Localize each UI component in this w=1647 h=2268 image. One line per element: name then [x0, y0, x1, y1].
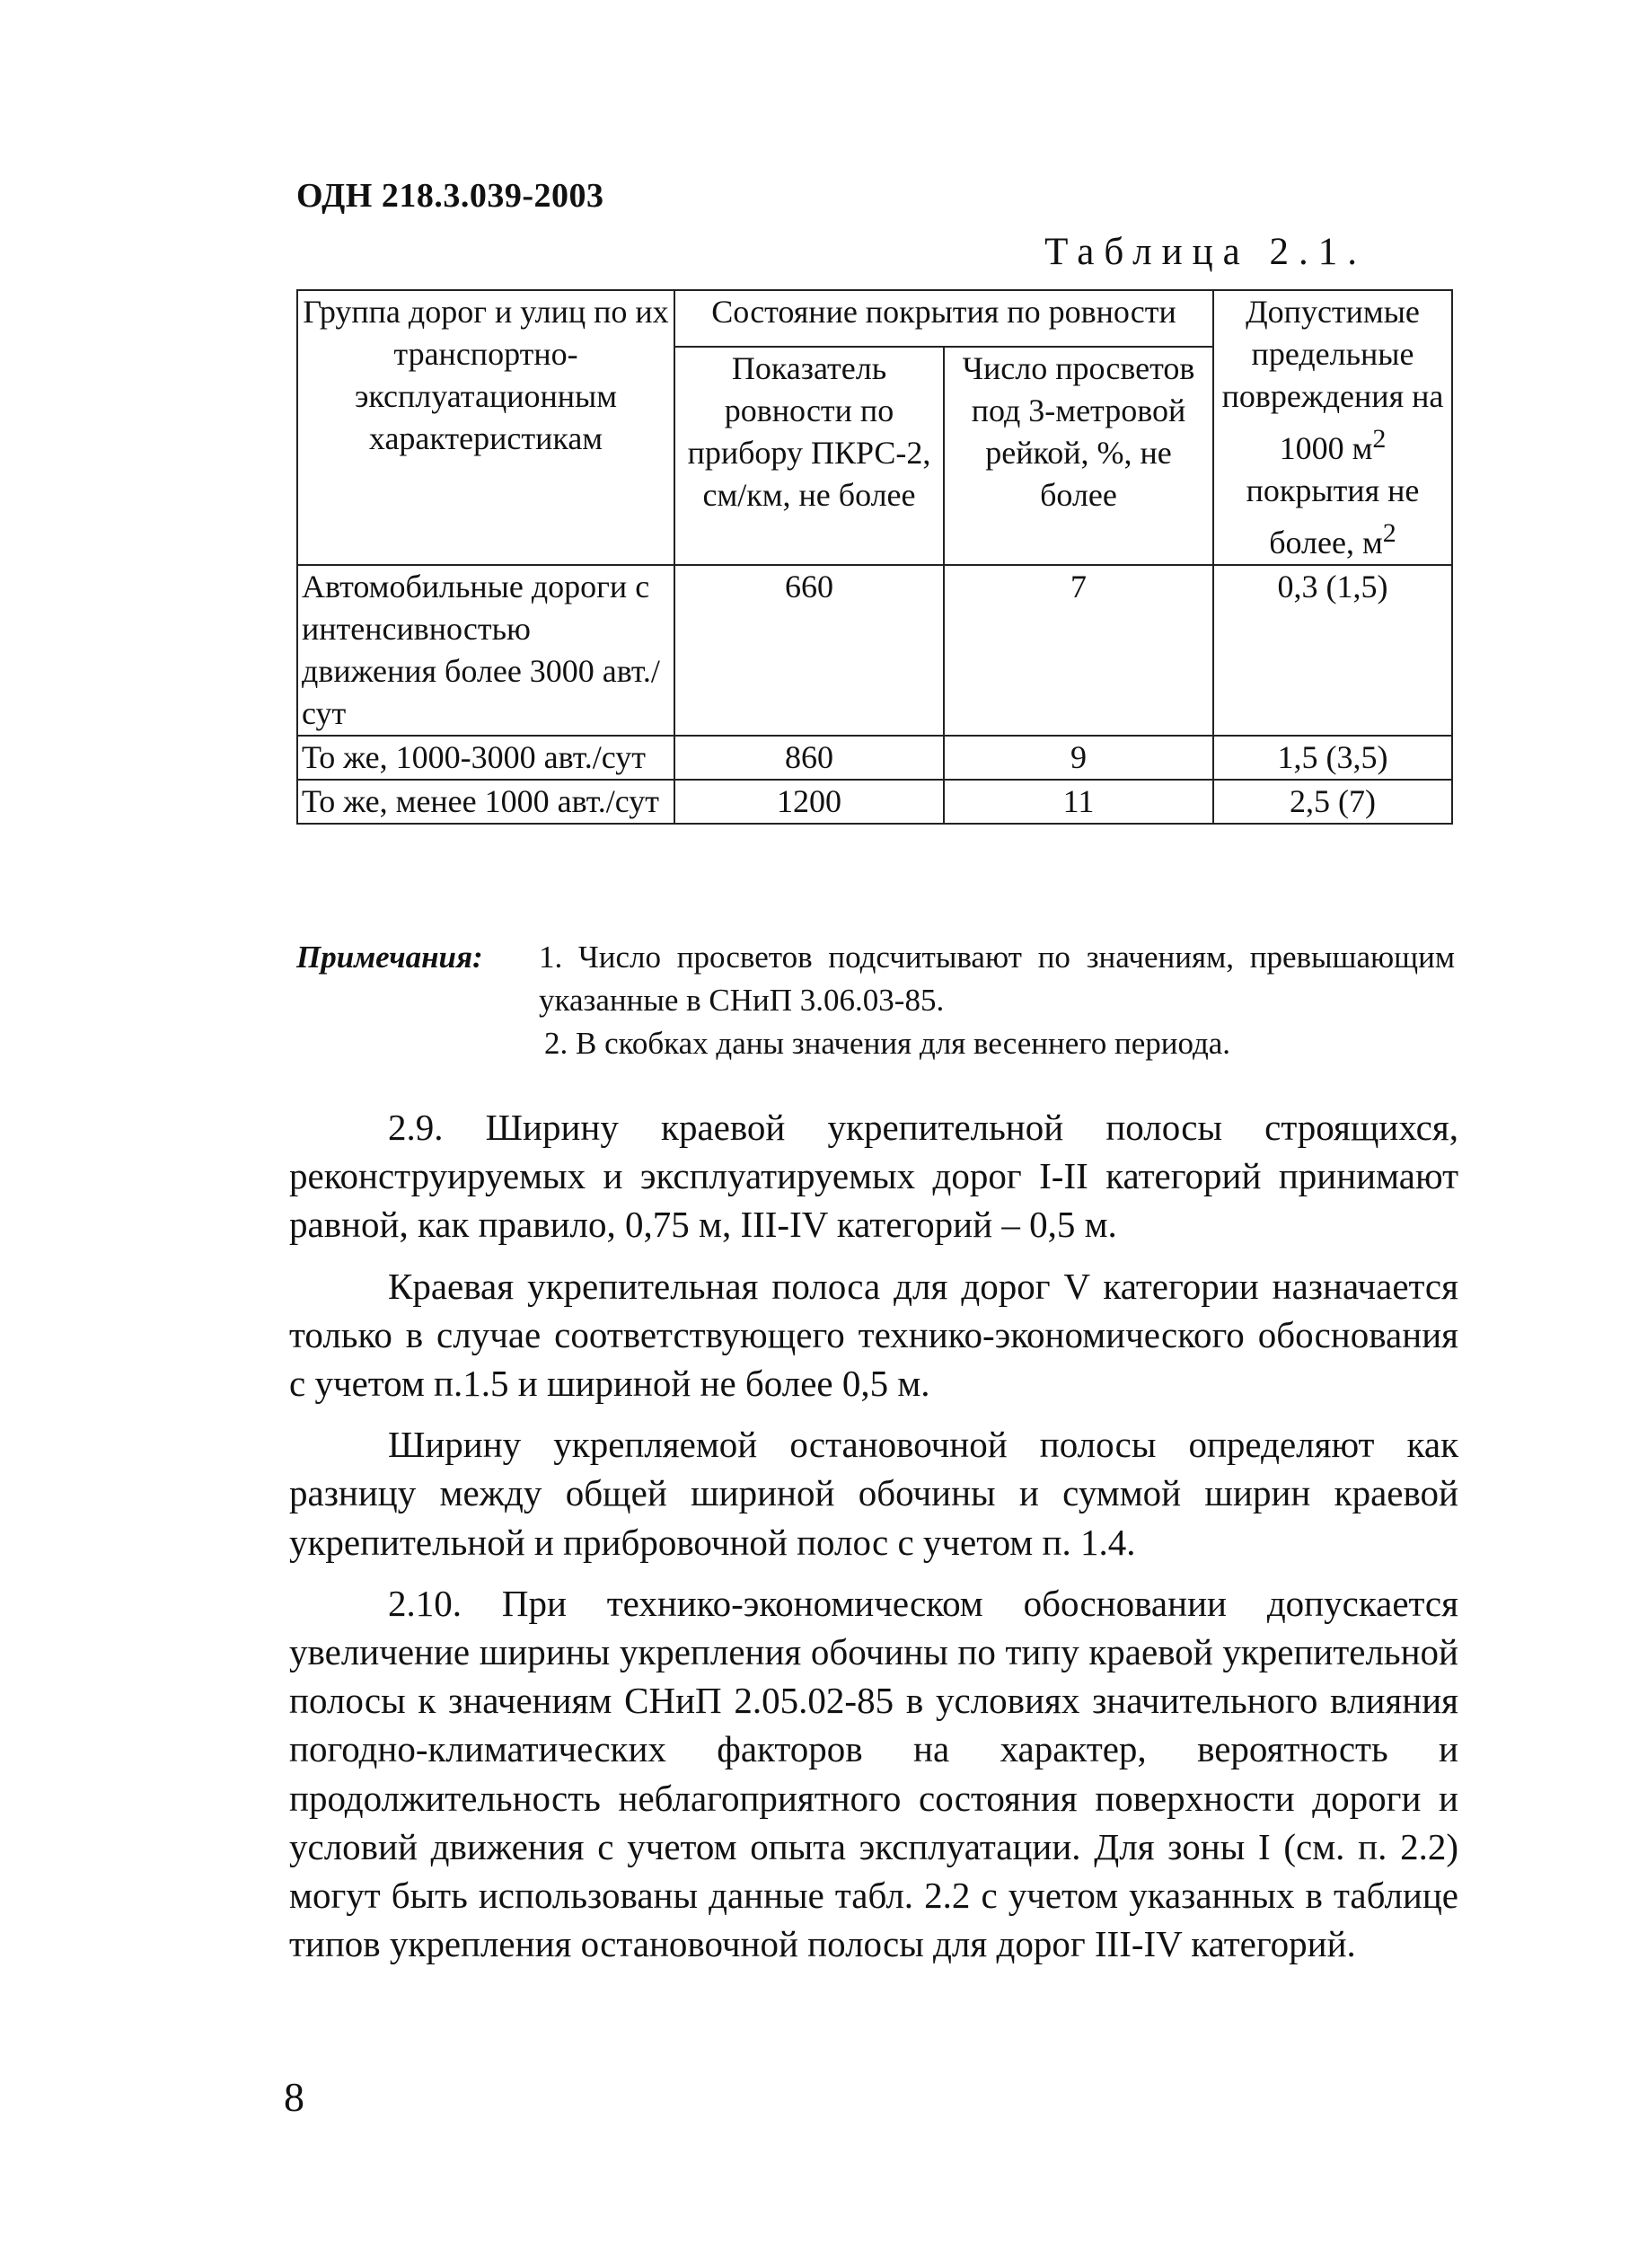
document-code: ОДН 218.3.039-2003 — [296, 177, 604, 215]
page-number: 8 — [284, 2074, 304, 2120]
cell-evenness: 1200 — [674, 780, 944, 824]
cell-group: То же, 1000-3000 авт./сут — [297, 736, 674, 780]
table-row — [297, 736, 1452, 780]
cell-gaps: 11 — [944, 780, 1213, 824]
header-gap-count: Число просветов под 3-метровой рейкой, %, не более — [944, 347, 1213, 565]
cell-gaps: 7 — [944, 565, 1213, 736]
table-caption: Таблица 2.1. — [1044, 231, 1367, 273]
paragraph: Ширину укрепляемой остановочной полосы определяют как разницу между общей шириной обочины и суммой ширин краевой укрепительной и прибровочной полос с учетом п. 1.4. — [289, 1424, 1458, 1563]
requirements-table — [296, 289, 1453, 825]
cell-group: То же, менее 1000 авт./сут — [297, 780, 674, 824]
table-row — [297, 780, 1452, 824]
note-item — [296, 936, 1455, 1022]
paragraph: 2.9. Ширину краевой укрепительной полосы строящихся, реконструируемых и эксплуатируемых дорог I-II категорий принимают равной, как правило, 0,75 м, III-IV категорий – 0,5 м. — [289, 1107, 1458, 1246]
body-text — [289, 1103, 1458, 1981]
paragraph: Краевая укрепительная полоса для дорог V категории назначается только в случае соответствующего технико-экономического обоснования с учетом п.1.5 и шириной не более 0,5 м. — [289, 1265, 1458, 1405]
note-text: 1. Число просветов подсчитывают по значениям, превышающим указанные в СНиП 3.06.03-85. — [539, 940, 1455, 1018]
notes-heading: Примечания: — [296, 940, 483, 975]
note-item — [296, 1022, 1455, 1065]
header-evenness-index: Показатель ровности по прибору ПКРС-2, см/км, не более — [674, 347, 944, 565]
table-header-row — [297, 290, 1452, 347]
table-row — [297, 565, 1452, 736]
header-damage-allowed: Допустимые предельные повреждения на 1000 $м^2$ покрытия не более, $м^2$ — [1213, 290, 1452, 565]
cell-group: Автомобильные дороги с интенсивностью движения более 3000 авт./сут — [297, 565, 674, 736]
cell-gaps: 9 — [944, 736, 1213, 780]
cell-evenness: 860 — [674, 736, 944, 780]
paragraph: 2.10. При технико-экономическом обосновании допускается увеличение ширины укрепления обочины по типу краевой укрепительной полосы к значениям СНиП 2.05.02-85 в условиях значительного влияния погодно-климатических факторов на характер, вероятность и продолжительность неблагоприятного состояния поверхности дороги и условий движения с учетом опыта эксплуатации. Для зоны I (см. п. 2.2) могут быть использованы данные табл. 2.2 с учетом указанных в таблице типов укрепления остановочной полосы для дорог III-IV категорий. — [289, 1582, 1458, 1965]
note-text: 2. В скобках даны значения для весеннего периода. — [544, 1026, 1231, 1061]
header-surface-state: Состояние покрытия по ровности — [674, 290, 1213, 347]
cell-damage: 0,3 (1,5) — [1213, 565, 1452, 736]
cell-damage: 2,5 (7) — [1213, 780, 1452, 824]
cell-evenness: 660 — [674, 565, 944, 736]
cell-damage: 1,5 (3,5) — [1213, 736, 1452, 780]
table-notes — [296, 936, 1455, 1065]
header-group: Группа дорог и улиц по их транспортно-эксплуатационным характеристикам — [297, 290, 674, 565]
